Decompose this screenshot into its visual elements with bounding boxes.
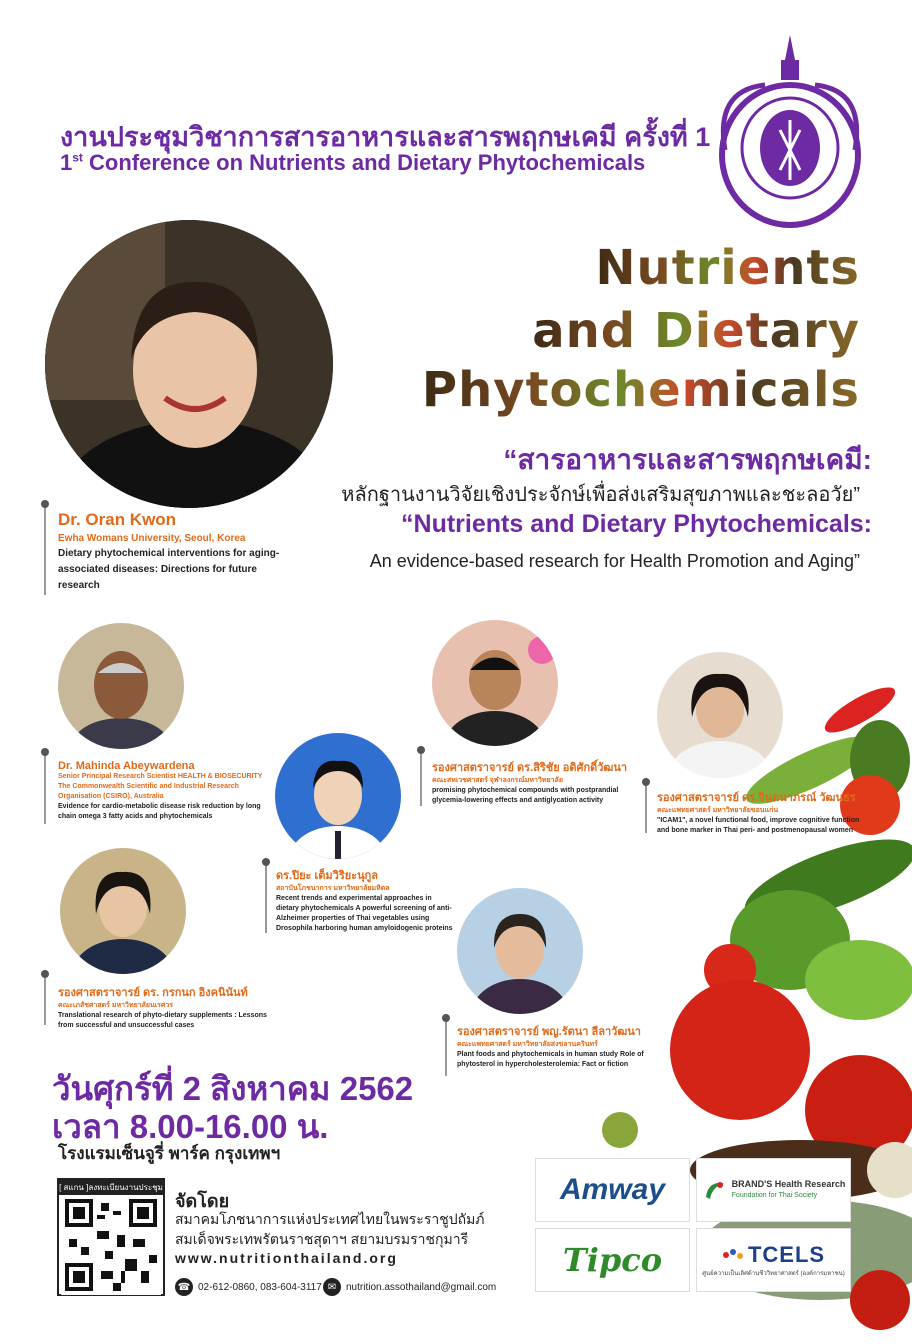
speaker-info <box>432 758 652 806</box>
theme-thai-sub: หลักฐานงานวิจัยเชิงประจักษ์เพื่อส่งเสริมสุขภาพและชะลอวัย” <box>341 484 860 506</box>
theme-thai-main: “สารอาหารและสารพฤกษเคมี: <box>503 444 872 475</box>
phone-text: 02-612-0860, 083-604-3117 <box>198 1281 322 1293</box>
keynote-divider <box>44 500 46 595</box>
speaker-topic: Recent trends and experimental approaches in dietary phytochemicals A powerful screening of anti-Alzheimer properties of Thai vegetables using Drosophila harboring human amyloidogenic proteins <box>276 895 453 932</box>
tcels-dots-icon <box>722 1247 744 1263</box>
speaker-info <box>657 788 867 836</box>
speaker-name: รองศาสตราจารย์ ดร.จินตนาภรณ์ วัฒนธร <box>657 792 856 804</box>
big-title-line3: Phytochemicals <box>421 362 860 418</box>
organizer-line1: สมาคมโภชนาการแห่งประเทศไทยในพระราชูปถัมภ์ <box>175 1211 485 1227</box>
speaker-divider <box>420 746 422 806</box>
sponsor-amway-logo <box>535 1158 690 1222</box>
speaker-affiliation: คณะเภสัชศาสตร์ มหาวิทยาลัยนเรศวร <box>58 1002 174 1009</box>
speaker-dot <box>41 970 49 978</box>
keynote-photo <box>45 220 333 508</box>
conference-title-english: 1st Conference on Nutrients and Dietary Phytochemicals <box>60 150 646 175</box>
seal-logo-icon <box>715 30 865 230</box>
tcels-sub-text: ศูนย์ความเป็นเลิศด้านชีววิทยาศาสตร์ (องค์การมหาชน) <box>702 1271 845 1277</box>
speaker-affiliation: คณะแพทยศาสตร์ มหาวิทยาลัยสงขลานครินทร์ <box>457 1041 598 1048</box>
sponsor-tcels-logo <box>696 1228 851 1292</box>
speaker-affiliation: Senior Principal Research Scientist HEALTH & BIOSECURITY The Commonwealth Scientific and Industrial Research Organisation (CSIRO), Australia <box>58 773 263 800</box>
speaker-name: รองศาสตราจารย์ พญ.รัตนา ลีลาวัฒนา <box>457 1026 641 1038</box>
contact-email <box>323 1278 496 1296</box>
speaker-info <box>58 760 273 822</box>
speaker-name: รองศาสตราจารย์ ดร.สิริชัย อดิศักดิ์วัฒนา <box>432 762 628 774</box>
keynote-affiliation: Ewha Womans University, Seoul, Korea <box>58 533 246 544</box>
speaker-photo <box>432 620 558 746</box>
tcels-text: TCELS <box>747 1242 826 1267</box>
organizer-line2: สมเด็จพระเทพรัตนราชสุดาฯ สยามบรมราชกุมารี <box>175 1231 469 1247</box>
speaker-photo <box>58 623 184 749</box>
contact-phone <box>175 1278 322 1296</box>
sponsor-tipco-logo <box>535 1228 690 1292</box>
speaker-affiliation: คณะสหเวชศาสตร์ จุฬาลงกรณ์มหาวิทยาลัย <box>432 777 563 784</box>
speaker-topic: promising phytochemical compounds with postprandial glycemia-lowering effects and antiglycation activity <box>432 787 619 804</box>
big-title-line2: and Dietary <box>532 303 860 359</box>
speaker-dot <box>442 1014 450 1022</box>
email-text[interactable]: nutrition.assothailand@gmail.com <box>346 1281 497 1293</box>
theme-english-sub: An evidence-based research for Health Promotion and Aging” <box>369 551 860 571</box>
speaker-name: รองศาสตราจารย์ ดร. กรกนก อิงคนินันท์ <box>58 987 248 999</box>
brands-text: BRAND'S Health Research <box>731 1179 846 1189</box>
brands-swoosh-icon <box>702 1177 728 1203</box>
event-time: เวลา 8.00-16.00 น. <box>52 1108 329 1145</box>
keynote-info <box>58 510 288 594</box>
theme-english-main: “Nutrients and Dietary Phytochemicals: <box>401 510 872 538</box>
speaker-topic: Plant foods and phytochemicals in human study Role of phytosterol in hypercholesterolemia: Fact or fiction <box>457 1051 644 1068</box>
speaker-divider <box>645 778 647 833</box>
speaker-photo <box>657 652 783 778</box>
speaker-topic: "ICAM1", a novel functional food, improve cognitive function and bone marker in Thai peri- and postmenopausal women <box>657 817 860 834</box>
amway-text: Amway <box>559 1173 666 1206</box>
speaker-photo <box>60 848 186 974</box>
speaker-topic: Translational research of phyto-dietary supplements : Lessons from successful and unsuccessful cases <box>58 1012 267 1029</box>
organizer-heading: จัดโดย <box>175 1191 230 1211</box>
speaker-name: ดร.ปิยะ เต็มวิริยะนุกูล <box>276 870 379 882</box>
tipco-text: Tipco <box>562 1241 663 1279</box>
speaker-photo <box>275 733 401 859</box>
brands-sub-text: Foundation for Thai Society <box>731 1192 818 1199</box>
qr-code-icon <box>59 1195 163 1295</box>
conference-title-thai: งานประชุมวิชาการสารอาหารและสารพฤกษเคมี ครั้งที่ 1 <box>60 122 711 152</box>
speaker-divider <box>265 858 267 933</box>
qr-label: [ สแกน ]ลงทะเบียนงานประชุม <box>59 1180 163 1195</box>
speaker-affiliation: สถาบันโภชนาการ มหาวิทยาลัยมหิดล <box>276 885 390 892</box>
association-seal <box>715 30 865 230</box>
speaker-dot <box>642 778 650 786</box>
keynote-topic: Dietary phytochemical interventions for aging-associated diseases: Directions for future research <box>58 548 280 591</box>
speaker-divider <box>44 970 46 1025</box>
speaker-dot <box>41 748 49 756</box>
email-icon: ✉ <box>323 1278 341 1296</box>
big-title-line1: Nutrients <box>595 240 860 296</box>
speaker-dot <box>417 746 425 754</box>
speaker-info <box>457 1022 657 1070</box>
speaker-photo <box>457 888 583 1014</box>
event-venue: โรงแรมเซ็นจูรี่ พาร์ค กรุงเทพฯ <box>58 1144 281 1163</box>
speaker-name: Dr. Mahinda Abeywardena <box>58 760 195 772</box>
speaker-affiliation: คณะแพทยศาสตร์ มหาวิทยาลัยขอนแก่น <box>657 807 779 814</box>
speaker-divider <box>44 748 46 824</box>
keynote-name: Dr. Oran Kwon <box>58 510 177 529</box>
event-date: วันศุกร์ที่ 2 สิงหาคม 2562 <box>52 1070 414 1107</box>
speaker-dot <box>262 858 270 866</box>
speaker-info <box>58 983 283 1031</box>
organizer-website[interactable]: www.nutritionthailand.org <box>175 1250 398 1266</box>
registration-qr[interactable] <box>57 1178 165 1296</box>
keynote-dot <box>41 500 49 508</box>
speaker-topic: Evidence for cardio-metabolic disease risk reduction by long chain omega 3 fatty acids and phytochemicals <box>58 803 261 820</box>
phone-icon: ☎ <box>175 1278 193 1296</box>
sponsor-brands-logo <box>696 1158 851 1222</box>
speaker-divider <box>445 1014 447 1076</box>
speaker-info <box>276 866 454 934</box>
